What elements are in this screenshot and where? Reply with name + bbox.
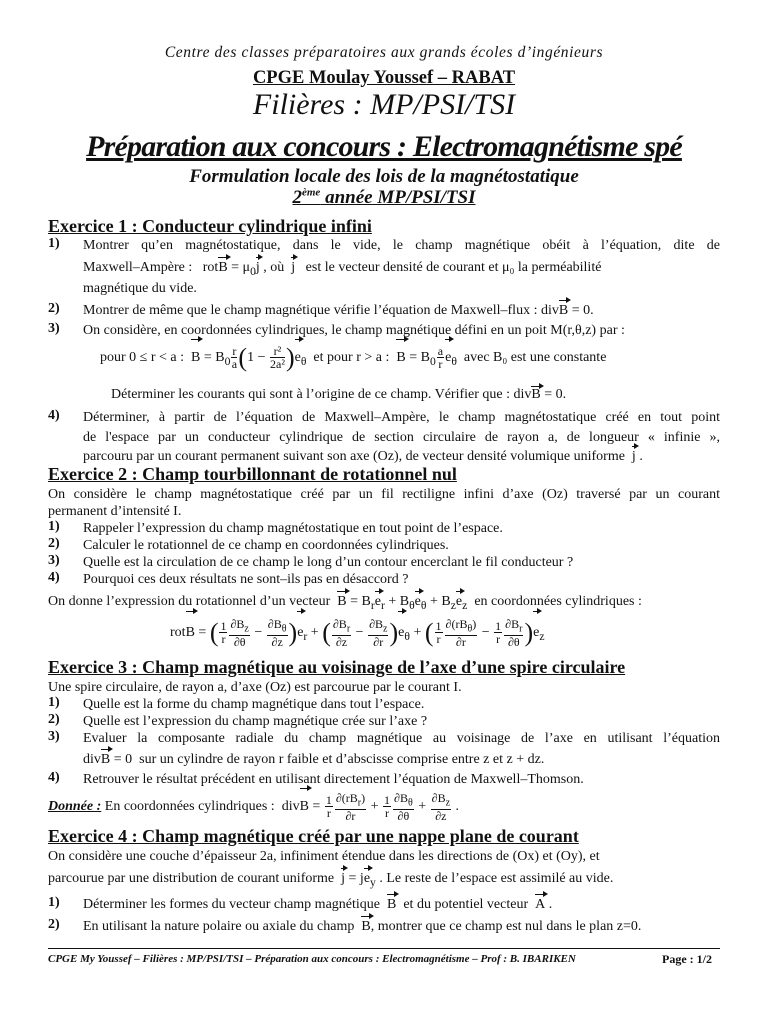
ex2-q4: Pourquoi ces deux résultats ne sont–ils pas en désaccord ? xyxy=(83,572,409,587)
ex1-q3: On considère, en coordonnées cylindriques, le champ magnétique défini en un poit M(r,θ,z) par : xyxy=(83,323,625,338)
question-number: 4) xyxy=(48,570,60,585)
ex1-q1-line2: Maxwell–Ampère : rotB = $\mu_0j$ , où j est le vecteur densité de courant et μ₀ la perméabilité xyxy=(83,260,602,278)
ex2-q3: Quelle est la circulation de ce champ le long d’un contour encerclant le fil conducteur ? xyxy=(83,555,574,570)
ex1-q1-line1: Montrer qu’en magnétostatique, dans le vide, le champ magnétique obéit à l’équation, dite de xyxy=(83,238,720,253)
ex2-rot-intro: On donne l’expression du rotationnel d’un vecteur $B = B_re_r + B_\theta e_\theta + B_ze_z$ en coordonnées cylindriques : xyxy=(48,594,642,612)
question-number: 2) xyxy=(48,917,60,932)
ex3-q2: Quelle est l’expression du champ magnétique crée sur l’axe ? xyxy=(83,714,428,729)
ex1-q3-verify: Déterminer les courants qui sont à l’origine de ce champ. Vérifier que : divB = 0. xyxy=(111,387,567,402)
ex2-intro-line2: permanent d’intensité I. xyxy=(48,504,182,519)
question-number: 3) xyxy=(48,729,60,744)
ex2-q2: Calculer le rotationnel de ce champ en coordonnées cylindriques. xyxy=(83,538,449,553)
ex3-q3-line2: divB = 0 sur un cylindre de rayon r faible et d’abscisse comprise entre z et z + dz. xyxy=(83,752,545,767)
question-number: 4) xyxy=(48,770,60,785)
page-number: Page : 1/2 xyxy=(662,952,712,966)
question-number: 2) xyxy=(48,712,60,727)
ex4-q1: Déterminer les formes du vecteur champ magnétique B et du potentiel vecteur A . xyxy=(83,897,553,912)
ex2-intro-line1: On considère le champ magnétostatique créé par un fil rectiligne infini d’axe (Oz) traversé par un courant xyxy=(48,487,720,502)
exercise-4-title: Exercice 4 : Champ magnétique créé par une nappe plane de courant xyxy=(48,826,579,846)
ex4-q2: En utilisant la nature polaire ou axiale du champ B, montrer que ce champ est nul dans le plan z=0. xyxy=(83,919,642,934)
ex1-q4-line3: parcouru par un courant permanent suivant son axe (Oz), de vecteur densité volumique uniforme j . xyxy=(83,449,643,464)
question-number: 3) xyxy=(48,321,60,336)
school-name: CPGE Moulay Youssef – RABAT xyxy=(252,68,516,88)
exercise-3-title: Exercice 3 : Champ magnétique au voisinage de l’axe d’une spire circulaire xyxy=(48,657,626,677)
maxwell-ampere-formula: rotB = $\mu_0j$ xyxy=(195,260,260,278)
question-number: 3) xyxy=(48,553,60,568)
footer-text: CPGE My Youssef – Filières : MP/PSI/TSI – Préparation aux concours : Electromagnétisme – Prof : B. IBARIKEN xyxy=(48,953,576,965)
rotational-formula: rotB = ( $\frac{1}{r}$ $\frac{\partial B_z}{\partial\theta}$ − $\frac{\partial B_\theta}{\partial z}$ )$e_r$ + ( $\frac{\partial B_r}{\partial z}$ − $\frac{\partial B_z}{\partial r}$ )$e_\theta$ + ( $\frac{1}{r}$ $\frac{\partial(rB_\theta)}{\partial r}$ − $\frac{1}{r}$ $\frac{\partial B_r}{\partial\theta}$ )$e_z$ xyxy=(170,612,545,654)
question-number: 1) xyxy=(48,519,60,534)
institution-line: Centre des classes préparatoires aux grands écoles d’ingénieurs xyxy=(164,44,604,61)
question-number: 2) xyxy=(48,301,60,316)
exercise-1-title: Exercice 1 : Conducteur cylindrique infini xyxy=(48,216,372,236)
question-number: 4) xyxy=(48,408,60,423)
ex3-donnee: Donnée : En coordonnées cylindriques : divB = $\frac{1}{r}$ $\frac{\partial(rB_r)}{\partial r}$ + $\frac{1}{r}$ $\frac{\partial B_\theta}{\partial\theta}$ + $\frac{\partial B_z}{\partial z}$ . xyxy=(48,789,720,825)
question-number: 1) xyxy=(48,895,60,910)
ex4-intro-line2: parcourue par une distribution de courant uniforme $j = je_y$ . Le reste de l’espace est assimilé au vide. xyxy=(48,871,614,889)
ex1-q3-field-formula: pour 0 ≤ r < a : $B = B_0$ $\frac{r}{a}$ (1 − $\frac{\text{r²}}{\text{2a²}}$ )$e_\theta$ et pour r > a : $B = B_0$ $\frac{a}{r}$ $e_\theta$ avec B₀ est une constante xyxy=(100,340,606,376)
question-number: 1) xyxy=(48,236,60,251)
chapter-title: Formulation locale des lois de la magnétostatique xyxy=(189,166,579,187)
ex1-q1-line3: magnétique du vide. xyxy=(83,281,197,296)
ex1-q4-line2: de l'espace par un conducteur cylindrique de section circulaire de rayon a, de longueur « infinie », xyxy=(83,430,720,445)
filieres-title: Filières : MP/PSI/TSI xyxy=(252,88,516,121)
ex2-q1: Rappeler l’expression du champ magnétostatique en tout point de l’espace. xyxy=(83,521,503,536)
ex3-q1: Quelle est la forme du champ magnétique dans tout l’espace. xyxy=(83,697,425,712)
question-number: 2) xyxy=(48,536,60,551)
ex3-intro: Une spire circulaire, de rayon a, d’axe (Oz) est parcourue par le courant I. xyxy=(48,680,462,695)
question-number: 1) xyxy=(48,695,60,710)
exercise-2-title: Exercice 2 : Champ tourbillonnant de rotationnel nul xyxy=(48,464,457,484)
ex3-q4: Retrouver le résultat précédent en utilisant directement l’équation de Maxwell–Thomson. xyxy=(83,772,584,787)
ex4-intro-line1: On considère une couche d’épaisseur 2a, infiniment étendue dans les directions de (Ox) et (Oy), et xyxy=(48,849,600,864)
ex1-q2: Montrer de même que le champ magnétique vérifie l’équation de Maxwell–flux : divB = 0. xyxy=(83,303,594,318)
ex3-q3-line1: Evaluer la composante radiale du champ magnétique au voisinage de l’axe en utilisant l’équation xyxy=(83,731,720,746)
year-line: 2ème année MP/PSI/TSI xyxy=(292,187,476,209)
course-title: Préparation aux concours : Electromagnétisme spé xyxy=(86,130,682,163)
ex1-q4-line1: Déterminer, à partir de l’équation de Maxwell–Ampère, le champ magnétostatique créé en tout point xyxy=(83,410,720,425)
footer-rule xyxy=(48,948,720,949)
